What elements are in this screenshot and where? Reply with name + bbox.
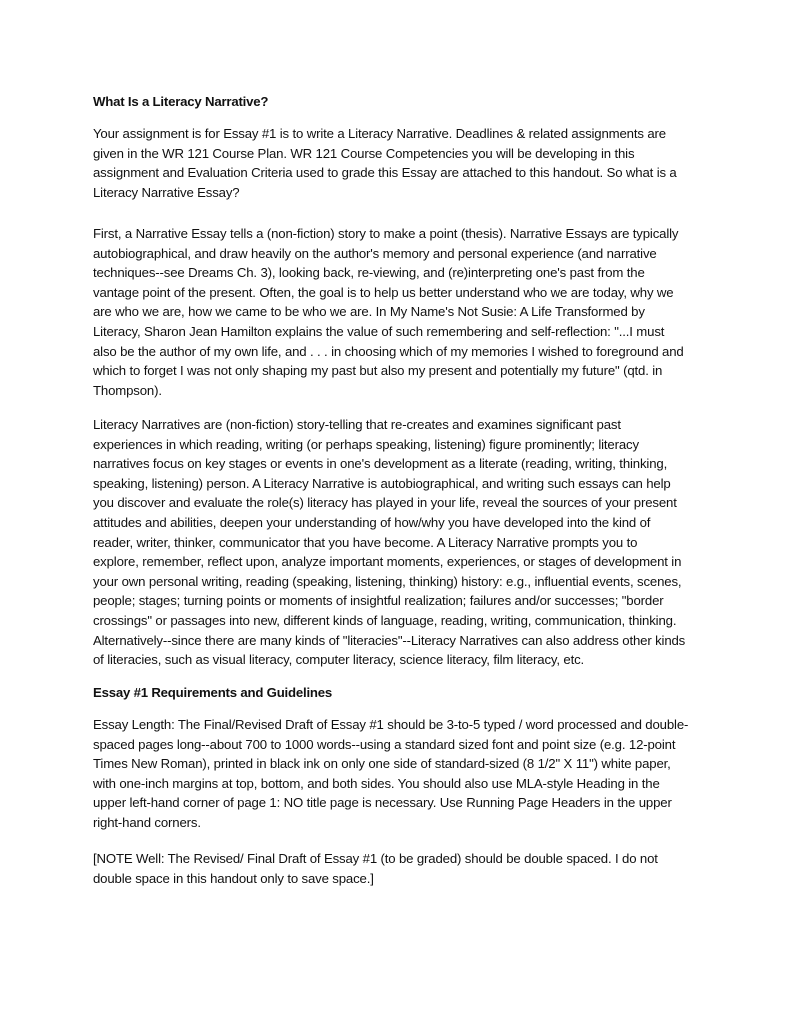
text-line: right-hand corners. [93,814,201,830]
text-line: vantage point of the present. Often, the goal is to help us better understand who we are today, why we [93,284,674,300]
text-line: upper left-hand corner of page 1: NO title page is necessary. Use Running Page Headers in the upper [93,795,672,811]
text-line: Literacy Narrative Essay? [93,184,240,200]
text-line: attitudes and abilities, deepen your understanding of how/why you have developed into the kind of [93,514,651,530]
text-line: Times New Roman), printed in black ink on only one side of standard-sized (8 1/2" X 11") white paper, [93,756,671,772]
text-line: speaking, listening) person. A Literacy Narrative is autobiographical, and writing such essays can help [93,475,671,491]
text-line: double space in this handout only to save space.] [93,870,374,886]
text-line: First, a Narrative Essay tells a (non-fiction) story to make a point (thesis). Narrative Essays are typically [93,226,679,241]
text-line: also be the author of my own life, and . . . in choosing which of my memories I wished to foreground and [93,343,684,359]
text-line: techniques--see Dreams Ch. 3), looking back, re-viewing, and (re)interpreting one's past from the [93,265,645,281]
text-line: assignment and Evaluation Criteria used to grade this Essay are attached to this handout. So what is a [93,165,677,181]
heading-what-is-literacy-narrative: What Is a Literacy Narrative? [93,94,269,109]
text-line: Thompson). [93,382,162,398]
text-line: spaced pages long--about 700 to 1000 words--using a standard sized font and point size (e.g. 12-point [93,736,676,752]
paragraph-note [93,849,658,888]
paragraph-essay-length [93,715,688,833]
heading-requirements: Essay #1 Requirements and Guidelines [93,685,333,700]
text-line: reader, writer, thinker, communicator that you have become. A Literacy Narrative prompts you to [93,534,638,550]
text-line: narratives focus on key stages or events in one's development as a literate (reading, writing, thinking, [93,456,668,472]
text-line: Literacy, Sharon Jean Hamilton explains the value of such remembering and self-reflection: "...I must [93,323,665,339]
text-line: people; stages; turning points or moments of insightful realization; failures and/or successes; "border [93,593,664,609]
text-line: explore, remember, reflect upon, analyze important moments, experiences, or stages of development in [93,554,682,570]
text-line: Literacy Narratives are (non-fiction) story-telling that re-creates and examines significant past [93,417,621,432]
text-line: your own personal writing, reading (speaking, listening, thinking) history: e.g., influential events, scenes, [93,573,682,589]
text-line: which to forget I was not only shaping my past but also my present and potentially my future" (qtd. in [93,363,663,379]
paragraph-narrative-essay [93,224,684,400]
text-line: autobiographical, and draw heavily on the author's memory and personal experience (and narrative [93,245,657,261]
text-line: Essay Length: The Final/Revised Draft of Essay #1 should be 3-to-5 typed / word processed and double- [93,717,689,732]
text-line: Your assignment is for Essay #1 is to write a Literacy Narrative. Deadlines & related assignments are [93,126,666,141]
paragraph-literacy-narratives [93,415,685,670]
text-line: given in the WR 121 Course Plan. WR 121 Course Competencies you will be developing in this [93,145,635,161]
text-line: crossings" or passages into new, different kinds of language, reading, writing, communication, thinking. [93,612,677,628]
text-line: with one-inch margins at top, bottom, and both sides. You should also use MLA-style Heading in the [93,775,660,791]
paragraph-assignment [93,124,677,202]
text-line: [NOTE Well: The Revised/ Final Draft of Essay #1 (to be graded) should be double spaced. I do not [93,851,658,866]
text-line: are who we are, how we came to be who we are. In My Name's Not Susie: A Life Transformed by [93,304,645,320]
text-line: of literacies, such as visual literacy, computer literacy, science literacy, film literacy, etc. [93,652,585,668]
text-line: experiences in which reading, writing (or perhaps speaking, listening) figure prominently; literacy [93,436,639,452]
text-line: Alternatively--since there are many kinds of "literacies"--Literacy Narratives can also address other kinds [93,632,686,648]
text-line: you discover and evaluate the role(s) literacy has played in your life, reveal the sources of your present [93,495,677,511]
